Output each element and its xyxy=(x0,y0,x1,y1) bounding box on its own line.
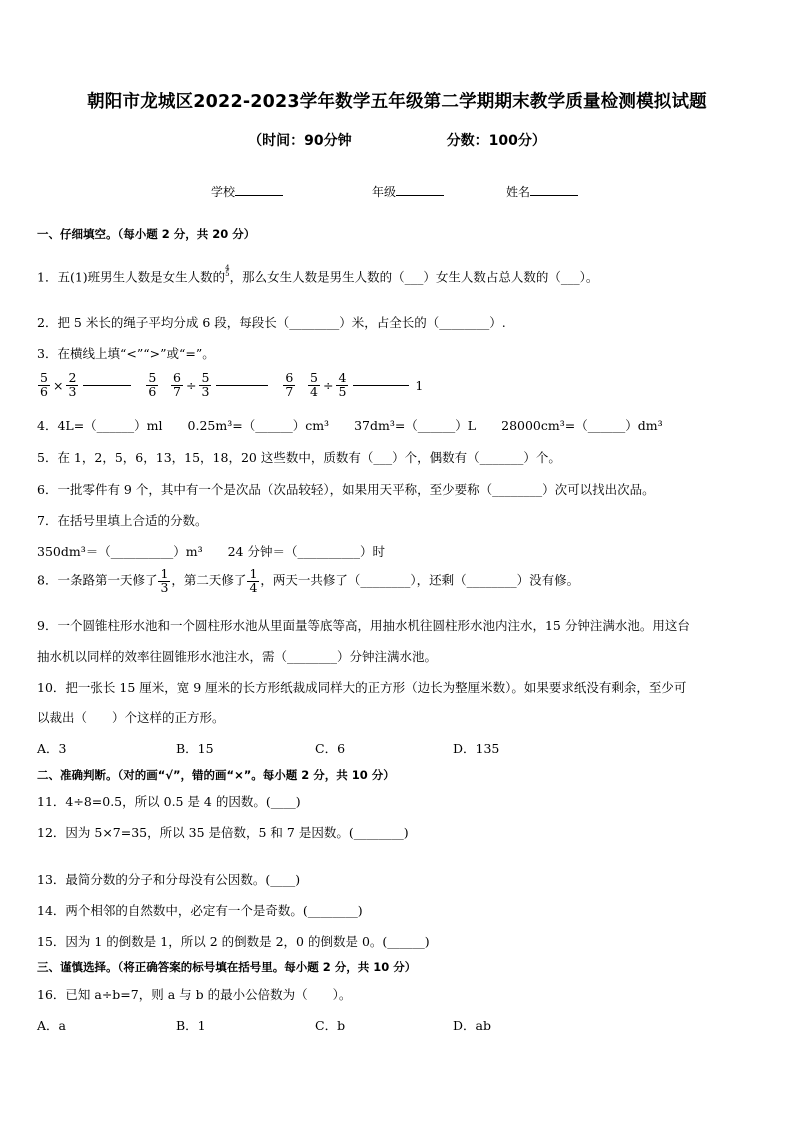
fraction-1-3: $\frac{1}{3}$ xyxy=(160,566,169,595)
school-field: 学校 xyxy=(211,183,283,200)
q16-option-a: A．a xyxy=(37,1018,66,1033)
q16-option-d: D．ab xyxy=(453,1018,491,1033)
section-3-heading: 三、谨慎选择。（将正确答案的标号填在括号里。每小题 2 分，共 10 分） xyxy=(37,960,417,974)
section-2-heading: 二、准确判断。（对的画“√”，错的画“×”。每小题 2 分，共 10 分） xyxy=(37,768,395,782)
comparison-3: $\frac{5}{4}$ ÷ $\frac{4}{5}$ 1 xyxy=(310,370,424,399)
fraction-4-5: 4 5 xyxy=(225,264,230,279)
question-5: 5．在 1，2，5，6，13，15，18，20 这些数中，质数有（___）个，偶数有（_______）个。 xyxy=(37,450,561,465)
question-10-line-1: 10．把一张长 15 厘米，宽 9 厘米的长方形纸裁成同样大的正方形（边长为整厘米数）。如果要求纸没有剩余，至少可 xyxy=(37,680,687,695)
answer-line xyxy=(83,384,131,386)
score-label: 分数：100分） xyxy=(446,133,546,149)
answer-line xyxy=(353,384,409,386)
section-1-heading: 一、仔细填空。（每小题 2 分，共 20 分） xyxy=(37,227,256,241)
q10-option-c: C．6 xyxy=(315,741,346,756)
question-10-line-2: 以裁出（ ）个这样的正方形。 xyxy=(37,710,225,725)
question-7: 7．在括号里填上合适的分数。 xyxy=(37,513,208,528)
question-2: 2．把 5 米长的绳子平均分成 6 段，每段长（________）米，占全长的（________）. xyxy=(37,315,506,330)
question-1: 1．五(1)班男生人数是女生人数的 4 5 ，那么女生人数是男生人数的（___）女生人数占总人数的（___）。 xyxy=(37,264,599,285)
exam-subtitle xyxy=(0,130,794,150)
grade-field: 年级 xyxy=(372,183,444,200)
question-13: 13．最简分数的分子和分母没有公因数。(____) xyxy=(37,872,301,887)
q16-option-c: C．b xyxy=(315,1018,346,1033)
comparison-1: $\frac{5}{6}$ × $\frac{2}{3}$ $\frac{5}{6}$ xyxy=(40,370,157,399)
comparison-2: $\frac{6}{7}$ ÷ $\frac{5}{3}$ $\frac{6}{7}$ xyxy=(173,370,294,399)
name-field: 姓名 xyxy=(506,183,578,200)
q10-option-b: B．15 xyxy=(176,741,214,756)
question-7-items: 350dm³＝（__________）m³ 24 分钟＝（__________）时 xyxy=(37,544,385,559)
q10-option-a: A．3 xyxy=(37,741,67,756)
question-4: 4．4L=（______）ml 0.25m³=（______）cm³ 37dm³=（______）L 28000cm³=（______）dm³ xyxy=(37,418,663,433)
q16-option-b: B．1 xyxy=(176,1018,206,1033)
question-16: 16．已知 a÷b=7，则 a 与 b 的最小公倍数为（ ）。 xyxy=(37,987,352,1002)
name-blank xyxy=(530,183,578,196)
question-11: 11．4÷8=0.5，所以 0.5 是 4 的因数。(____) xyxy=(37,794,301,809)
page-title: 朝阳市龙城区2022-2023学年数学五年级第二学期期末教学质量检测模拟试题 xyxy=(87,92,707,112)
question-12: 12．因为 5×7=35，所以 35 是倍数，5 和 7 是因数。(________) xyxy=(37,825,409,840)
question-3: 3．在横线上填“<”“>”或“=”。 xyxy=(37,346,215,361)
q10-option-d: D．135 xyxy=(453,741,500,756)
question-9-line-2: 抽水机以同样的效率往圆锥形水池注水，需（________）分钟注满水池。 xyxy=(37,649,438,664)
fraction-1-4: $\frac{1}{4}$ xyxy=(249,566,258,595)
answer-line xyxy=(216,384,268,386)
time-label: （时间：90分钟 xyxy=(248,133,352,149)
question-15: 15．因为 1 的倒数是 1，所以 2 的倒数是 2，0 的倒数是 0。(______) xyxy=(37,934,430,949)
question-8: 8．一条路第一天修了 $\frac{1}{3}$ ，第二天修了 $\frac{1}{4}$ ，两天一共修了（________），还剩（________）没有修。 xyxy=(37,566,580,595)
question-14: 14．两个相邻的自然数中，必定有一个是奇数。(________) xyxy=(37,903,363,918)
school-blank xyxy=(235,183,283,196)
question-9-line-1: 9．一个圆锥柱形水池和一个圆柱形水池从里面量等底等高，用抽水机往圆柱形水池内注水，15 分钟注满水池。用这台 xyxy=(37,618,690,633)
question-6: 6．一批零件有 9 个，其中有一个是次品（次品较轻），如果用天平称，至少要称（________）次可以找出次品。 xyxy=(37,482,655,497)
grade-blank xyxy=(396,183,444,196)
